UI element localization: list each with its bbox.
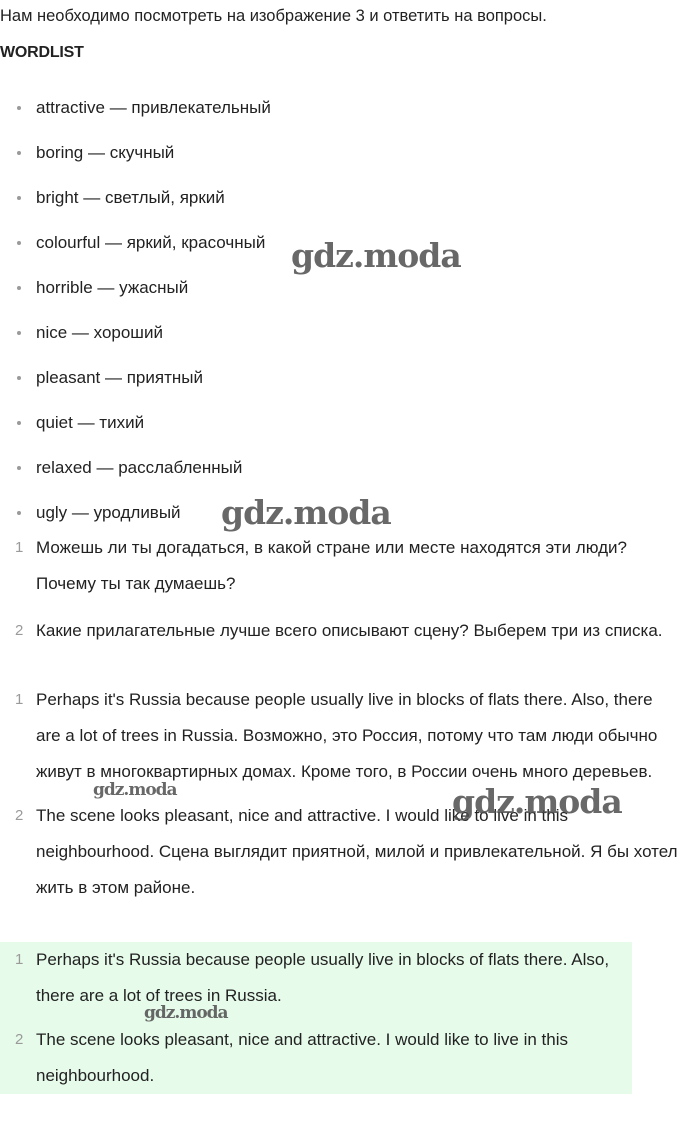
word-entry: bright — светлый, яркий	[36, 188, 225, 207]
list-item	[0, 270, 680, 315]
bullet-icon	[17, 421, 21, 425]
list-item	[0, 135, 680, 180]
bullet-icon	[17, 241, 21, 245]
item-number: 2	[15, 807, 24, 824]
bullet-icon	[17, 331, 21, 335]
list-item	[0, 450, 680, 495]
intro-text: Нам необходимо посмотреть на изображение 3 и ответить на вопросы.	[0, 7, 547, 25]
list-item	[0, 90, 680, 135]
word-entry: attractive — привлекательный	[36, 98, 271, 117]
bullet-icon	[17, 106, 21, 110]
item-number: 1	[15, 691, 24, 708]
watermark: gdz.moda	[93, 780, 177, 800]
bullet-icon	[17, 466, 21, 470]
answer-text: Perhaps it's Russia because people usually live in blocks of flats there. Also, there are a lot of trees in Russia. Возможно, это Россия, потому что там люди обычно живут в многоквартирных домах. Кроме того, в России очень много деревьев.	[36, 690, 658, 781]
watermark: gdz.moda	[221, 493, 391, 532]
word-entry: horrible — ужасный	[36, 278, 189, 297]
word-entry: ugly — уродливый	[36, 503, 181, 522]
answer-item	[0, 682, 680, 790]
bullet-icon	[17, 511, 21, 515]
bullet-icon	[17, 376, 21, 380]
item-number: 1	[15, 539, 24, 556]
word-entry: pleasant — приятный	[36, 368, 203, 387]
word-entry: quiet — тихий	[36, 413, 145, 432]
list-item	[0, 180, 680, 225]
bullet-icon	[17, 151, 21, 155]
watermark: gdz.moda	[144, 1003, 228, 1023]
word-entry: nice — хороший	[36, 323, 163, 342]
answer-text: Perhaps it's Russia because people usually live in blocks of flats there. Also, there are a lot of trees in Russia.	[36, 950, 610, 1005]
word-entry: colourful — яркий, красочный	[36, 233, 266, 252]
questions-list	[0, 530, 680, 660]
question-item	[0, 613, 680, 649]
word-entry: relaxed — расслабленный	[36, 458, 243, 477]
answer-item	[0, 942, 632, 1014]
word-entry: boring — скучный	[36, 143, 175, 162]
list-item	[0, 405, 680, 450]
answer-item	[0, 1022, 632, 1094]
list-item	[0, 315, 680, 360]
list-item	[0, 360, 680, 405]
watermark: gdz.moda	[291, 236, 461, 275]
answer-text: The scene looks pleasant, nice and attractive. I would like to live in this neighbourhood.	[36, 1030, 569, 1085]
question-text: Какие прилагательные лучше всего описывают сцену? Выберем три из списка.	[36, 621, 663, 640]
wordlist	[0, 90, 680, 540]
wordlist-heading: WORDLIST	[0, 44, 84, 61]
highlighted-answers-list	[0, 942, 632, 1102]
item-number: 2	[15, 1031, 24, 1048]
question-text: Можешь ли ты догадаться, в какой стране или месте находятся эти люди? Почему ты так думаешь?	[36, 538, 627, 593]
question-item	[0, 530, 680, 602]
item-number: 1	[15, 951, 24, 968]
watermark: gdz.moda	[452, 782, 622, 821]
answer-text: The scene looks pleasant, nice and attractive. I would like to live in this neighbourhood. Сцена выглядит приятной, милой и привлекательной. Я бы хотел жить в этом районе.	[36, 806, 678, 897]
bullet-icon	[17, 196, 21, 200]
item-number: 2	[15, 622, 24, 639]
bullet-icon	[17, 286, 21, 290]
